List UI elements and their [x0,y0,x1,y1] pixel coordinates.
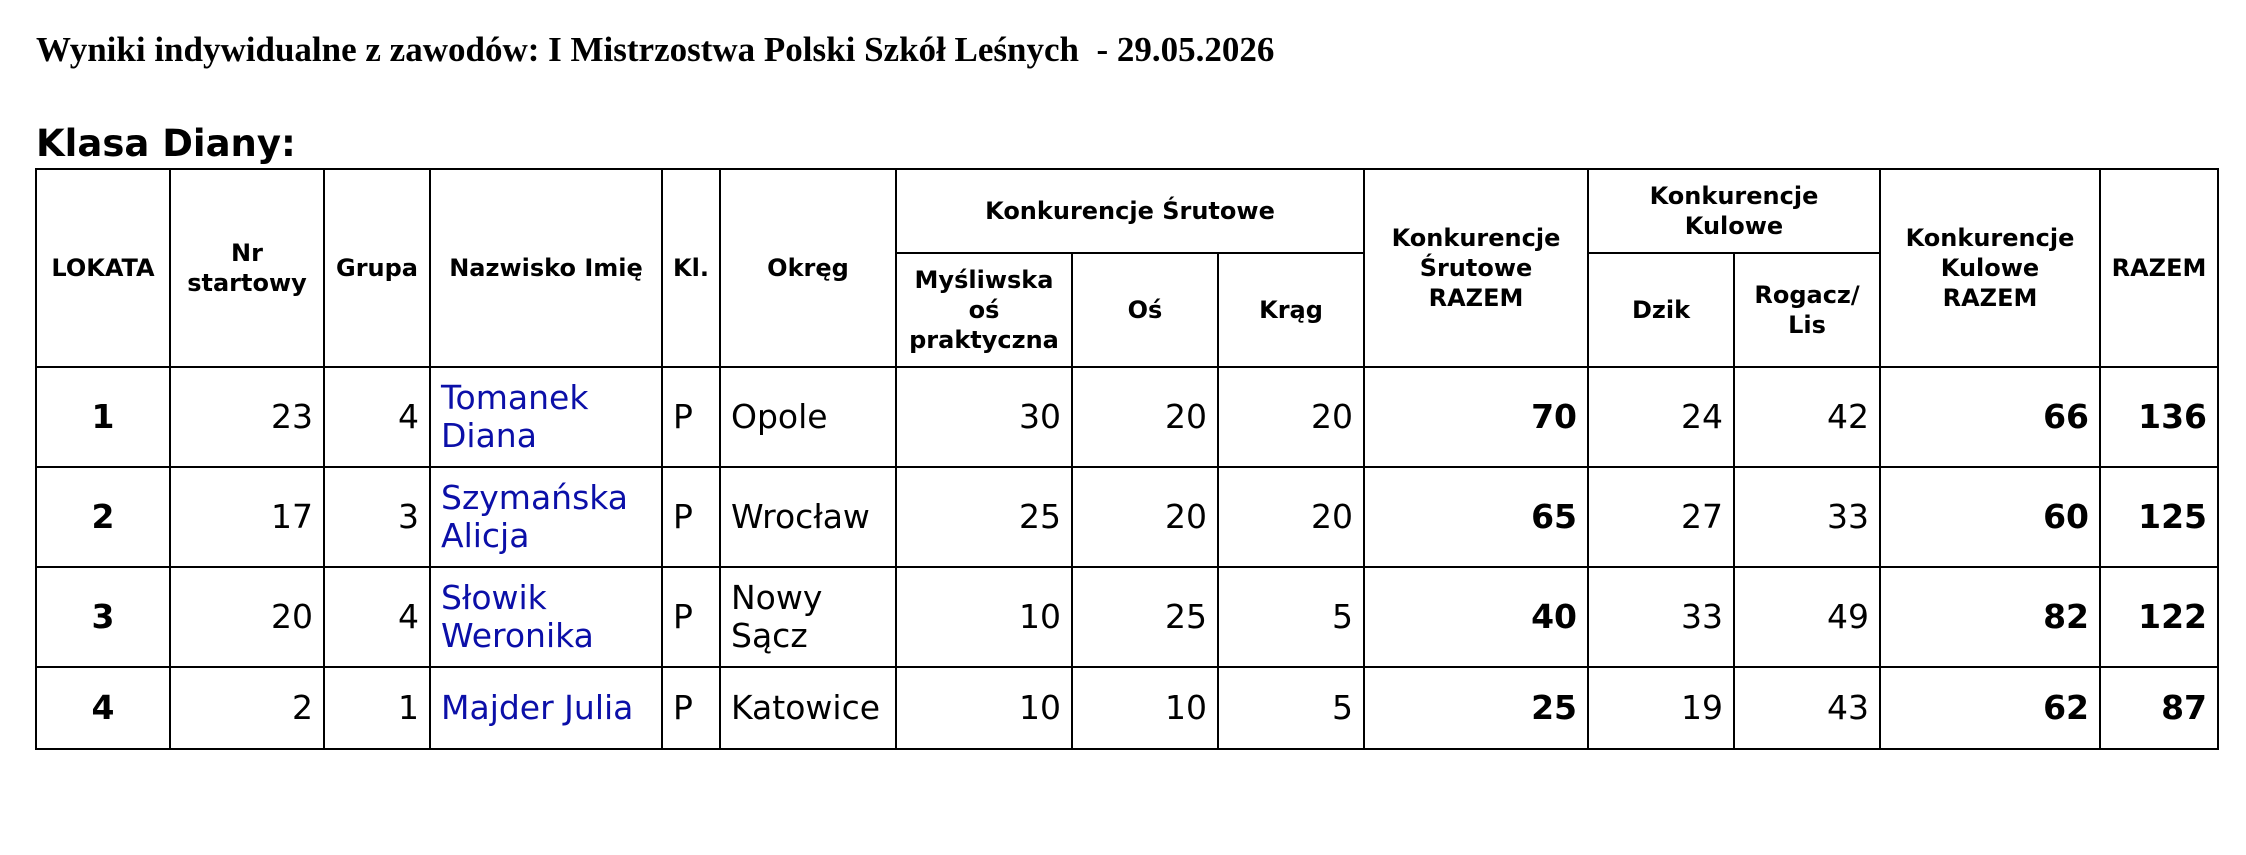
document-title: Wyniki indywidualne z zawodów: I Mistrzostwa Polski Szkół Leśnych - 29.05.2026 [36,30,1275,69]
cell-dzik: 33 [1588,567,1734,667]
cell-krag: 5 [1218,667,1364,749]
cell-os: 20 [1072,367,1218,467]
header-srutowe-razem: Konkurencje Śrutowe RAZEM [1364,169,1588,367]
header-os: Oś [1072,253,1218,367]
cell-razem: 125 [2100,467,2218,567]
cell-okreg: Nowy Sącz [720,567,896,667]
cell-os: 20 [1072,467,1218,567]
cell-mysliwska: 10 [896,567,1072,667]
cell-name: Słowik Weronika [430,567,662,667]
cell-grupa: 4 [324,567,430,667]
cell-mysliwska: 10 [896,667,1072,749]
cell-razem: 87 [2100,667,2218,749]
cell-nr-startowy: 23 [170,367,324,467]
table-row [36,567,2218,667]
cell-dzik: 24 [1588,367,1734,467]
cell-srutowe-razem: 70 [1364,367,1588,467]
cell-lokata: 1 [36,367,170,467]
cell-os: 10 [1072,667,1218,749]
cell-razem: 122 [2100,567,2218,667]
results-table [35,168,2219,750]
cell-okreg: Wrocław [720,467,896,567]
cell-nr-startowy: 2 [170,667,324,749]
cell-nr-startowy: 20 [170,567,324,667]
cell-krag: 20 [1218,467,1364,567]
header-okreg: Okręg [720,169,896,367]
cell-rogacz-lis: 49 [1734,567,1880,667]
cell-krag: 5 [1218,567,1364,667]
cell-kulowe-razem: 62 [1880,667,2100,749]
header-krag: Krąg [1218,253,1364,367]
cell-srutowe-razem: 40 [1364,567,1588,667]
table-row [36,467,2218,567]
class-title: Klasa Diany: [36,122,296,165]
cell-name: Tomanek Diana [430,367,662,467]
header-dzik: Dzik [1588,253,1734,367]
header-lokata: LOKATA [36,169,170,367]
cell-kulowe-razem: 82 [1880,567,2100,667]
cell-kulowe-razem: 60 [1880,467,2100,567]
cell-krag: 20 [1218,367,1364,467]
header-kl: Kl. [662,169,720,367]
header-mysliwska: Myśliwska oś praktyczna [896,253,1072,367]
cell-os: 25 [1072,567,1218,667]
cell-okreg: Opole [720,367,896,467]
cell-kl: P [662,567,720,667]
cell-okreg: Katowice [720,667,896,749]
cell-name: Szymańska Alicja [430,467,662,567]
cell-mysliwska: 25 [896,467,1072,567]
header-razem: RAZEM [2100,169,2218,367]
cell-srutowe-razem: 65 [1364,467,1588,567]
header-kulowe-razem: Konkurencje Kulowe RAZEM [1880,169,2100,367]
header-grupa: Grupa [324,169,430,367]
cell-dzik: 27 [1588,467,1734,567]
cell-grupa: 4 [324,367,430,467]
cell-name: Majder Julia [430,667,662,749]
cell-grupa: 1 [324,667,430,749]
header-nr-startowy: Nr startowy [170,169,324,367]
cell-kl: P [662,367,720,467]
cell-kulowe-razem: 66 [1880,367,2100,467]
cell-rogacz-lis: 33 [1734,467,1880,567]
cell-lokata: 4 [36,667,170,749]
header-nazwisko-imie: Nazwisko Imię [430,169,662,367]
cell-rogacz-lis: 43 [1734,667,1880,749]
cell-nr-startowy: 17 [170,467,324,567]
table-header [36,169,2218,367]
table-row [36,667,2218,749]
cell-grupa: 3 [324,467,430,567]
cell-razem: 136 [2100,367,2218,467]
header-kulowe-group: Konkurencje Kulowe [1588,169,1880,253]
cell-lokata: 2 [36,467,170,567]
cell-rogacz-lis: 42 [1734,367,1880,467]
cell-mysliwska: 30 [896,367,1072,467]
header-srutowe-group: Konkurencje Śrutowe [896,169,1364,253]
cell-kl: P [662,667,720,749]
table-row [36,367,2218,467]
cell-srutowe-razem: 25 [1364,667,1588,749]
header-rogacz-lis: Rogacz/ Lis [1734,253,1880,367]
cell-lokata: 3 [36,567,170,667]
cell-dzik: 19 [1588,667,1734,749]
cell-kl: P [662,467,720,567]
